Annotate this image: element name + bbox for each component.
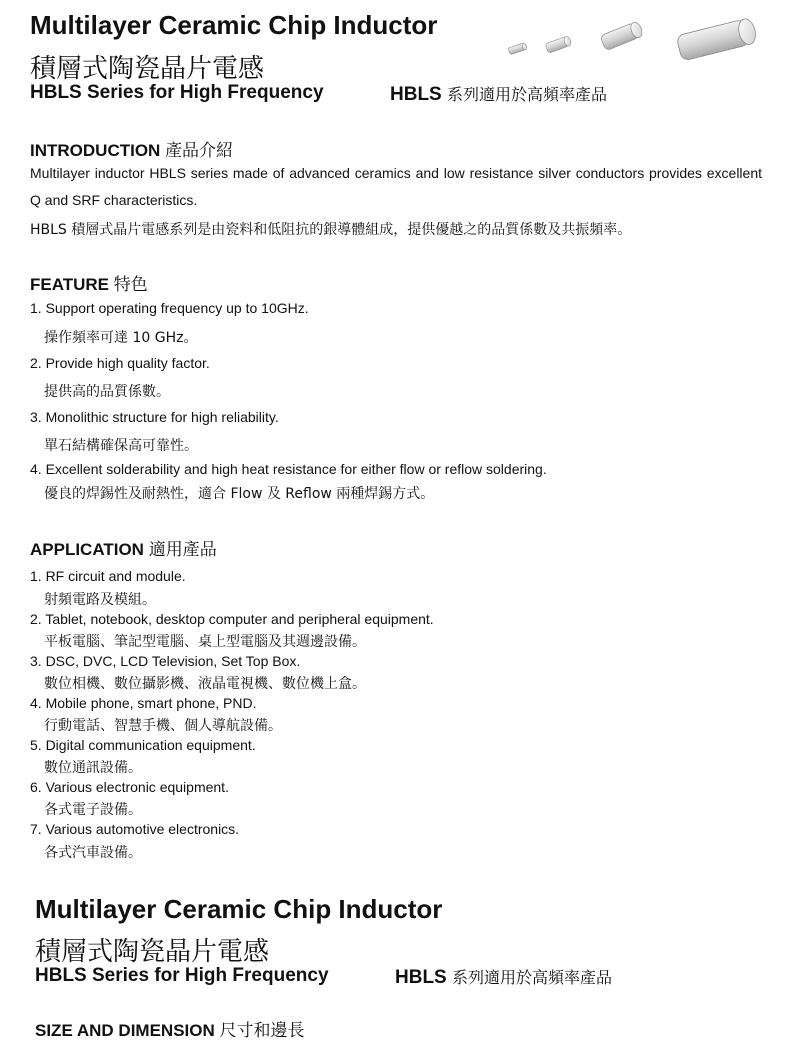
application-heading-zh: 適用產品 bbox=[148, 540, 217, 560]
size-dimension-heading-zh: 尺寸和邊長 bbox=[219, 1021, 305, 1041]
page-title-chinese: 積層式陶瓷晶片電感 bbox=[30, 54, 265, 84]
feature-item-3: 3. Monolithic structure for high reliability. bbox=[30, 409, 279, 425]
size-dimension-heading bbox=[35, 1016, 305, 1041]
application-item-6-zh: 各式電子設備。 bbox=[44, 802, 142, 818]
application-heading bbox=[30, 535, 217, 560]
page2-title-chinese: 積層式陶瓷晶片電感 bbox=[35, 937, 270, 967]
application-item-1: 1. RF circuit and module. bbox=[30, 568, 186, 584]
application-item-7: 7. Various automotive electronics. bbox=[30, 821, 240, 837]
feature-heading bbox=[30, 270, 148, 295]
series-desc-chinese: 系列適用於高頻率產品 bbox=[447, 85, 608, 104]
application-item-4: 4. Mobile phone, smart phone, PND. bbox=[30, 695, 257, 711]
page-title: Multilayer Ceramic Chip Inductor bbox=[30, 10, 438, 40]
application-heading-en: APPLICATION bbox=[30, 540, 144, 559]
application-item-5-zh: 數位通訊設備。 bbox=[44, 760, 142, 776]
chip-inductor-image bbox=[500, 14, 770, 84]
feature-heading-en: FEATURE bbox=[30, 275, 110, 294]
application-item-2: 2. Tablet, notebook, desktop computer and peripheral equipment. bbox=[30, 611, 434, 627]
introduction-heading-en: INTRODUCTION bbox=[30, 141, 161, 160]
application-item-5: 5. Digital communication equipment. bbox=[30, 737, 256, 753]
page2-series-title: HBLS Series for High Frequency bbox=[35, 965, 329, 986]
series-code: HBLS bbox=[390, 84, 442, 105]
feature-item-1: 1. Support operating frequency up to 10GHz. bbox=[30, 300, 309, 316]
page2-title: Multilayer Ceramic Chip Inductor bbox=[35, 894, 443, 924]
introduction-text-zh: HBLS 積層式晶片電感系列是由瓷料和低阻抗的銀導體組成，提供優越之的品質係數及共振頻率。 bbox=[30, 222, 632, 238]
chip-small bbox=[545, 35, 572, 53]
feature-item-2: 2. Provide high quality factor. bbox=[30, 355, 210, 371]
chip-smallest bbox=[508, 42, 527, 54]
introduction-heading bbox=[30, 136, 233, 161]
page2-series-code: HBLS bbox=[395, 967, 447, 988]
application-item-2-zh: 平板電腦、筆記型電腦、桌上型電腦及其週邊設備。 bbox=[44, 634, 366, 650]
introduction-heading-zh: 產品介紹 bbox=[165, 141, 234, 161]
chip-medium bbox=[600, 21, 644, 51]
application-item-1-zh: 射頻電路及模組。 bbox=[44, 592, 156, 608]
page2-series-title-chinese bbox=[395, 965, 612, 989]
feature-item-4-zh: 優良的焊錫性及耐熱性，適合 Flow 及 Reflow 兩種焊錫方式。 bbox=[44, 486, 435, 502]
application-item-7-zh: 各式汽車設備。 bbox=[44, 845, 142, 861]
feature-item-1-zh: 操作頻率可達 10 GHz。 bbox=[44, 330, 198, 346]
application-item-4-zh: 行動電話、智慧手機、個人導航設備。 bbox=[44, 718, 282, 734]
application-item-3: 3. DSC, DVC, LCD Television, Set Top Box. bbox=[30, 653, 301, 669]
chip-large bbox=[676, 17, 758, 61]
size-dimension-heading-en: SIZE AND DIMENSION bbox=[35, 1021, 215, 1040]
series-title-chinese bbox=[390, 82, 607, 106]
page2-series-desc-chinese: 系列適用於高頻率產品 bbox=[452, 968, 613, 987]
feature-item-2-zh: 提供高的品質係數。 bbox=[44, 384, 170, 400]
series-title: HBLS Series for High Frequency bbox=[30, 82, 324, 103]
introduction-text-en: Multilayer inductor HBLS series made of advanced ceramics and low resistance silver conductors provides excellent Q and SRF characteristics. bbox=[30, 165, 762, 208]
feature-item-4: 4. Excellent solderability and high heat resistance for either flow or reflow soldering. bbox=[30, 461, 547, 477]
application-item-3-zh: 數位相機、數位攝影機、液晶電視機、數位機上盒。 bbox=[44, 676, 366, 692]
feature-heading-zh: 特色 bbox=[113, 275, 148, 295]
feature-item-3-zh: 單石結構確保高可靠性。 bbox=[44, 438, 198, 454]
application-item-6: 6. Various electronic equipment. bbox=[30, 779, 229, 795]
